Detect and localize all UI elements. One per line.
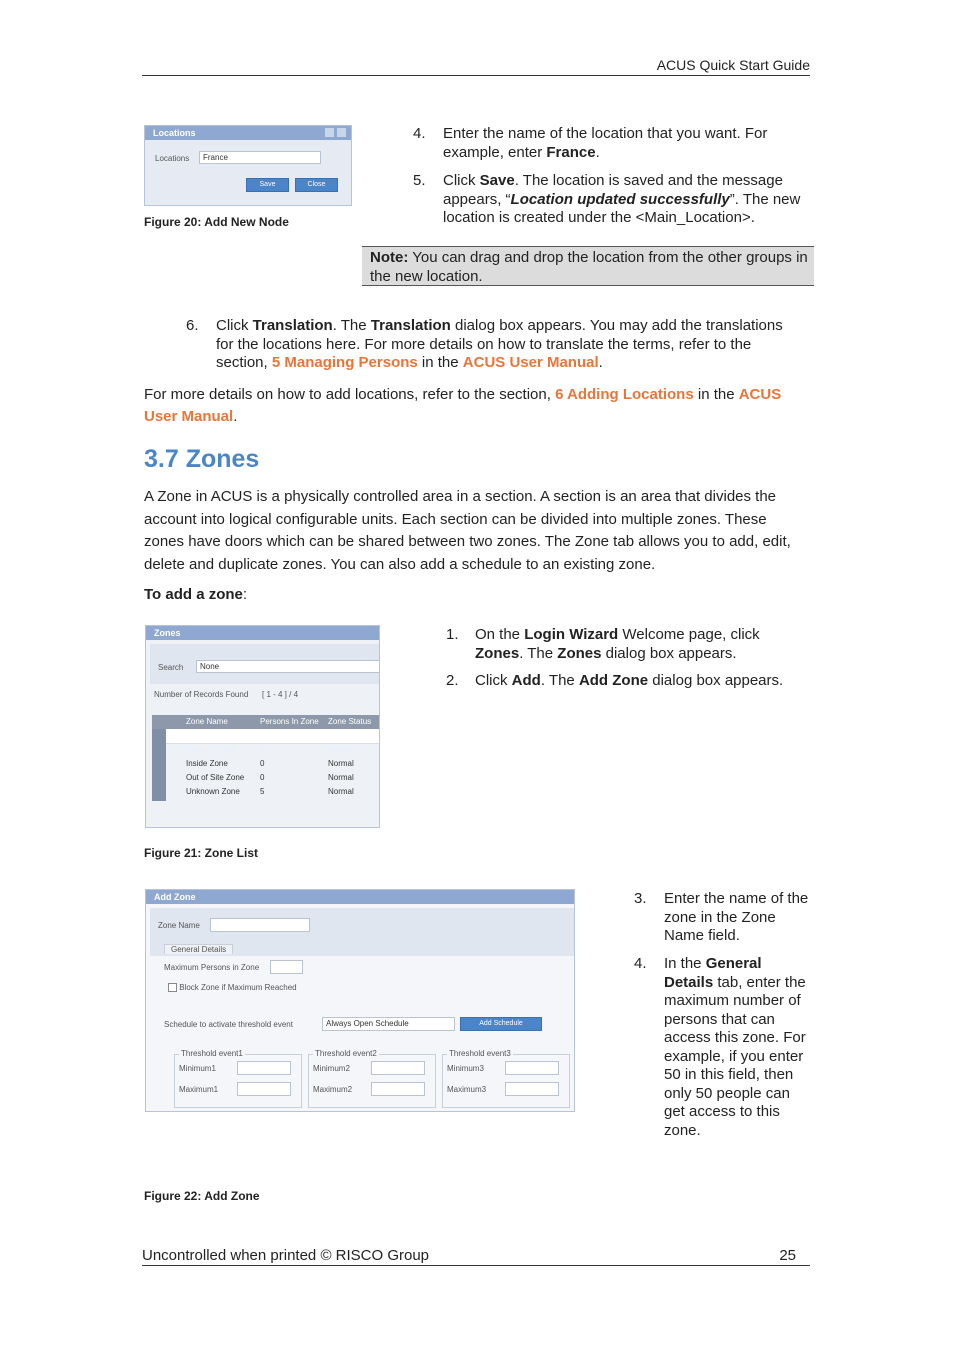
filter-row — [152, 729, 380, 744]
footer-text: Uncontrolled when printed © RISCO Group — [142, 1247, 430, 1264]
max-persons-label: Maximum Persons in Zone — [164, 963, 260, 972]
figure-caption: Figure 20: Add New Node — [144, 215, 289, 229]
col-persons: Persons In Zone — [260, 717, 319, 726]
figure-caption: Figure 21: Zone List — [144, 846, 259, 860]
dialog-title: Locations — [145, 126, 351, 140]
page-footer — [142, 1247, 810, 1266]
step-3: 3. Enter the name of the zone in the Zone Name field. — [634, 890, 809, 944]
step-6: 6. Click Translation. The Translation dialog box appears. You may add the translations for the locations here. For more details on how to translate the terms, refer to the section, 5 Managing Persons in the ACUS User Manual. — [186, 317, 783, 371]
section-paragraph: A Zone in ACUS is a physically controlled area in a section. A section is an area that divides the account into logical configurable units. Each section can be divided into multiple zones. These zones have doors which can be shared between two zones. The Zone tab allows you to add, edit, delete and duplicate zones. You can also add a schedule to an existing zone. — [144, 488, 791, 573]
figure-caption: Figure 22: Add Zone — [144, 1189, 260, 1203]
link-adding-locations[interactable]: 6 Adding Locations — [555, 386, 694, 403]
section-heading: 3.7 Zones — [144, 445, 260, 473]
grid-header — [152, 715, 380, 729]
step-5: 5. Click Save. The location is saved and the message appears, “Location updated successfully”. The new location is created under the <Main_Location>. — [413, 172, 801, 226]
note-box: Note: You can drag and drop the location from the other groups in the new location. — [362, 246, 814, 286]
threshold-event-3: Threshold event3 Minimum3 Maximum3 — [442, 1054, 570, 1108]
dialog-title: Zones — [146, 626, 379, 640]
tab-general-details: General Details — [164, 944, 233, 954]
records-count: [ 1 - 4 ] / 4 — [262, 690, 299, 699]
step-2: 2. Click Add. The Add Zone dialog box appears. — [446, 672, 784, 689]
step-4: 4. Enter the name of the location that you want. For example, enter France. — [413, 125, 768, 161]
block-zone-checkbox: Block Zone if Maximum Reached — [168, 983, 297, 992]
records-label: Number of Records Found — [154, 690, 249, 699]
search-label: Search — [158, 663, 184, 672]
running-header: ACUS Quick Start Guide — [142, 57, 810, 76]
minimize-icon — [325, 128, 334, 137]
save-button: Save — [246, 178, 289, 192]
link-user-manual[interactable]: ACUS User Manual — [462, 354, 599, 371]
link-user-manual[interactable]: ACUS User Manual — [144, 386, 782, 425]
add-schedule-button: Add Schedule — [460, 1017, 542, 1031]
page-number: 25 — [779, 1247, 796, 1264]
col-status: Zone Status — [328, 717, 372, 726]
col-zone-name: Zone Name — [186, 717, 228, 726]
step-4b: 4. In the General Details tab, enter the maximum number of persons that can access this zone. For example, if you enter 50 in this field, then only 50 people can get access to this zone. — [634, 955, 806, 1139]
locations-dialog-image — [144, 125, 352, 206]
location-input: France — [199, 151, 321, 164]
zones-dialog-image: Zones Search None Number of Records Found [ 1 - 4 ] / 4 Zone Name Persons In Zone Zone Status Dinning Room 0 Normal Inside Zone 0 Normal Out of Site Zone 0 Normal Unknown Zone 5 Normal — [145, 625, 380, 828]
zone-name-input — [210, 918, 310, 932]
threshold-event-1: Threshold event1 Minimum1 Maximum1 — [174, 1054, 302, 1108]
add-zone-dialog-image — [145, 889, 575, 1112]
step-1: 1. On the Login Wizard Welcome page, click Zones. The Zones dialog box appears. — [446, 626, 760, 662]
close-icon — [337, 128, 346, 137]
field-label: Locations — [155, 154, 190, 163]
schedule-label: Schedule to activate threshold event — [164, 1020, 293, 1029]
close-button: Close — [295, 178, 338, 192]
zone-name-label: Zone Name — [158, 921, 200, 930]
link-managing-persons[interactable]: 5 Managing Persons — [271, 354, 418, 371]
dialog-title: Add Zone — [146, 890, 574, 904]
threshold-event-2: Threshold event2 Minimum2 Maximum2 — [308, 1054, 436, 1108]
paragraph: For more details on how to add locations, refer to the section, 6 Adding Locations in the ACUS User Manual. — [144, 386, 782, 425]
search-input: None — [196, 660, 380, 673]
max-persons-input — [270, 960, 303, 974]
procedure-title: To add a zone: — [144, 586, 248, 603]
schedule-select: Always Open Schedule — [322, 1017, 455, 1031]
